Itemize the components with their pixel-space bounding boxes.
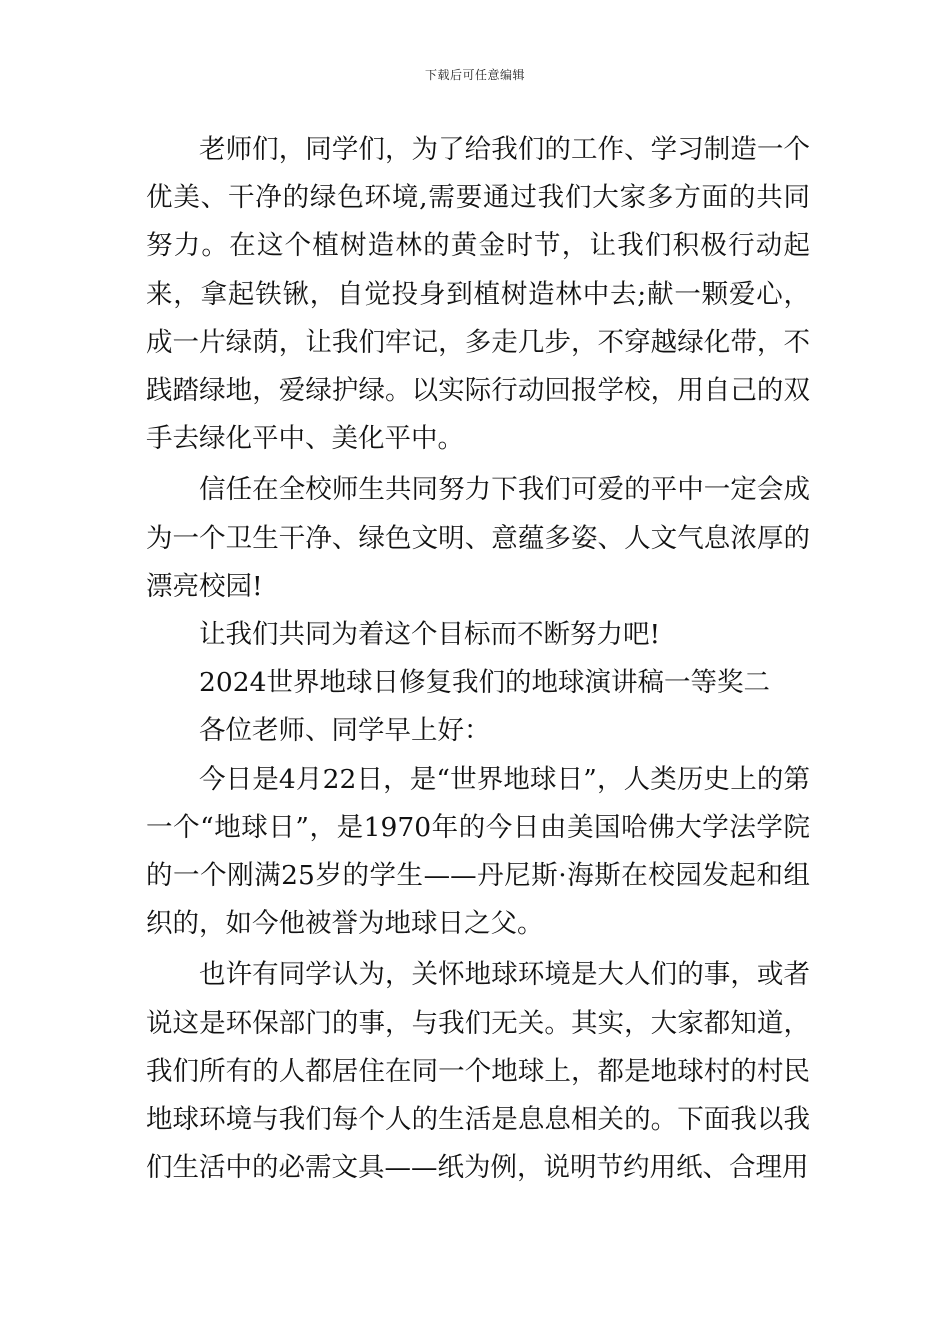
document-body	[146, 126, 810, 1192]
section-title: 2024世界地球日修复我们的地球演讲稿一等奖二	[199, 667, 770, 699]
paragraph-greeting: 各位老师、同学早上好：	[199, 715, 491, 747]
paragraph-greening-call: 老师们，同学们，为了给我们的工作、学习制造一个优美、干净的绿色环境,需要通过我们大家多方面的共同努力。在这个植树造林的黄金时节，让我们积极行动起来，拿起铁锹，自觉投身到植树造林中去;献一颗爱心，成一片绿荫，让我们牢记，多走几步，不穿越绿化带，不践踏绿地，爱绿护绿。以实际行动回报学校，用自己的双手去绿化平中、美化平中。	[146, 134, 810, 455]
header-note: 下载后可任意编辑	[424, 68, 525, 82]
paragraph-campus-hope: 信任在全校师生共同努力下我们可爱的平中一定会成为一个卫生干净、绿色文明、意蕴多姿、人文气息浓厚的漂亮校园!	[146, 474, 810, 602]
paragraph-paper-example: 也许有同学认为，关怀地球环境是大人们的事，或者说这是环保部门的事，与我们无关。其实，大家都知道，我们所有的人都居住在同一个地球上，都是地球村的村民地球环境与我们每个人的生活是息息相关的。下面我以我们生活中的必需文具——纸为例，说明节约用纸、合理用	[146, 959, 810, 1184]
paragraph-let-us-strive: 让我们共同为着这个目标而不断努力吧!	[199, 619, 661, 651]
paragraph-earth-day-history: 今日是4月22日，是“世界地球日”，人类历史上的第一个“地球日”，是1970年的今日由美国哈佛大学法学院的一个刚满25岁的学生——丹尼斯·海斯在校园发起和组织的，如今他被誉为地球日之父。	[146, 763, 810, 940]
